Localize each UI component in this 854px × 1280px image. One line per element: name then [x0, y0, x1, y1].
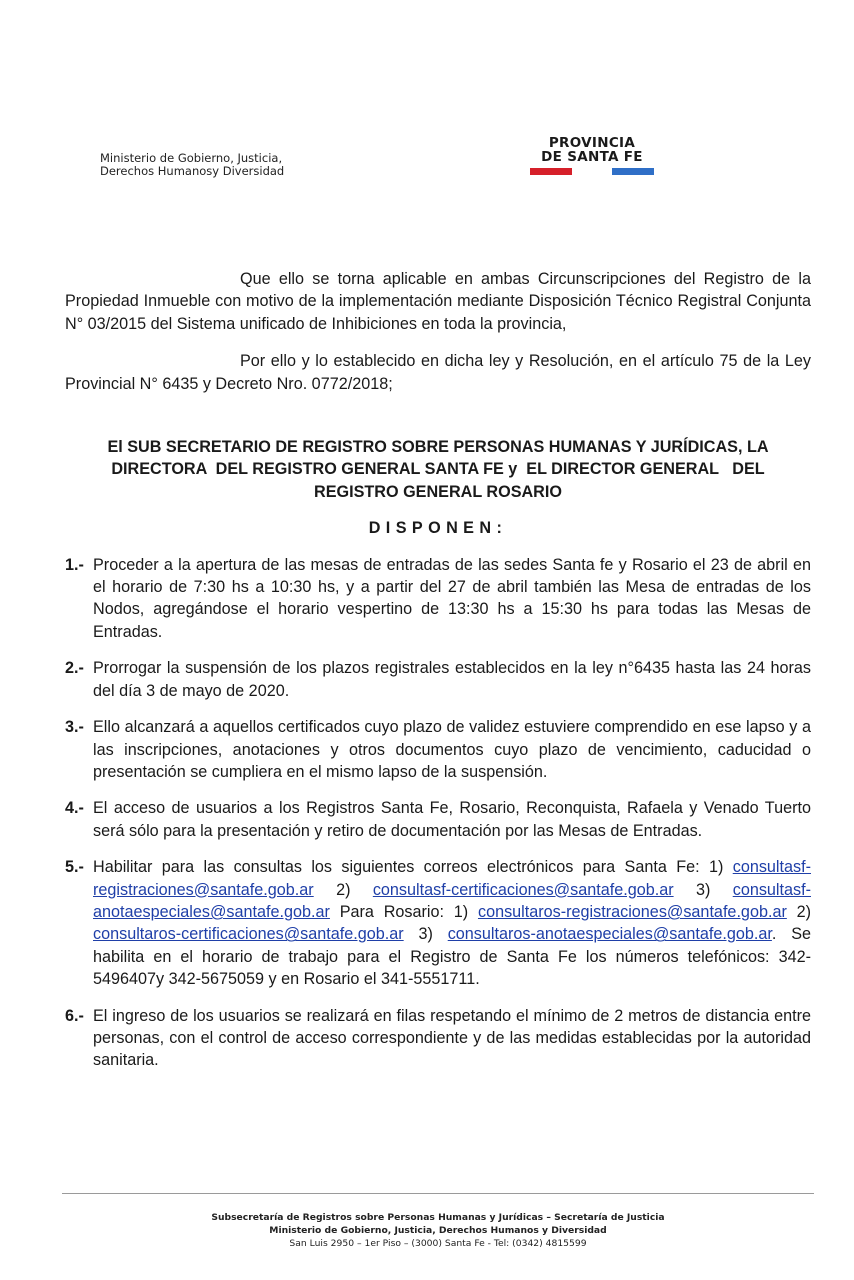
email-link-ros-registraciones[interactable]: consultaros-registraciones@santafe.gob.ar: [477, 902, 787, 921]
email-link-sf-anotaespeciales[interactable]: consultasf-anotaespeciales@santafe.gob.ar: [93, 880, 811, 921]
resolution-heading: [65, 436, 811, 503]
province-logo: [530, 136, 654, 175]
heading-line-3: REGISTRO GENERAL ROSARIO: [314, 482, 562, 501]
item-text: Prorrogar la suspensión de los plazos registrales establecidos en la ley n°6435 hasta las 24 horas del día 3 de mayo de 2020.: [93, 659, 811, 700]
page-footer: [62, 1211, 814, 1250]
email-link-sf-certificaciones[interactable]: consultasf-certificaciones@santafe.gob.ar: [372, 880, 674, 899]
email-link-ros-certificaciones[interactable]: consultaros-certificaciones@santafe.gob.ar: [93, 925, 404, 944]
intro-paragraph-1: Que ello se torna aplicable en ambas Circunscripciones del Registro de la Propiedad Inmueble con motivo de la implementación mediante Disposición Técnico Registral Conjunta N° 03/2015 del Sistema unificado de Inhibiciones en toda la provincia,: [65, 270, 811, 333]
list-item: [65, 1005, 811, 1072]
footer-line-2: Ministerio de Gobierno, Justicia, Derechos Humanos y Diversidad: [269, 1225, 607, 1236]
item-number: 3.-: [65, 718, 84, 737]
item-text: Proceder a la apertura de las mesas de entradas de las sedes Santa fe y Rosario el 23 de abril en el horario de 7:30 hs a 10:30 hs, y a partir del 27 de abril también las Mesa de entradas de los Nodos, agregándose el horario vespertino de 13:30 hs a 15:30 hs para todas las Mesas de Entradas.: [93, 555, 811, 641]
list-item: [65, 554, 811, 644]
item-text-part: 3): [418, 925, 433, 944]
item-text: [65, 856, 811, 990]
item-number: 1.-: [65, 555, 84, 574]
email-link-ros-anotaespeciales[interactable]: consultaros-anotaespeciales@santafe.gob.ar: [447, 925, 772, 944]
ministry-line-2: Derechos Humanosy Diversidad: [100, 164, 285, 178]
list-item: [65, 657, 811, 702]
logo-blue-bar: [612, 168, 654, 175]
list-item: [65, 797, 811, 842]
item-text: Ello alcanzará a aquellos certificados cuyo plazo de validez estuviere comprendido en ese lapso y a las inscripciones, anotaciones y otros documentos cuyo plazo de vencimiento, caducidad o presentación se cumpliera en el mismo lapso de la suspensión.: [93, 718, 811, 781]
item-text-part: 2): [796, 902, 812, 921]
intro-paragraph-2: Por ello y lo establecido en dicha ley y Resolución, en el artículo 75 de la Ley Provincial N° 6435 y Decreto Nro. 0772/2018;: [65, 352, 811, 393]
item-text: El ingreso de los usuarios se realizará en filas respetando el mínimo de 2 metros de distancia entre personas, con el control de acceso correspondiente y de las medidas establecidas por la autoridad sanitaria.: [93, 1006, 811, 1070]
footer-divider: [62, 1193, 814, 1194]
disponen-title: DISPONEN:: [368, 519, 508, 538]
ministry-name: [100, 152, 340, 178]
item-text-part: Para Rosario: 1): [339, 902, 469, 921]
logo-color-bars: [530, 168, 654, 175]
item-number: 5.-: [65, 858, 84, 877]
logo-line-1: PROVINCIA: [548, 135, 636, 151]
logo-red-bar: [530, 168, 572, 175]
list-item: [65, 856, 811, 990]
footer-line-1: Subsecretaría de Registros sobre Personas Humanas y Jurídicas – Secretaría de Justicia: [211, 1212, 665, 1223]
heading-line-1: El SUB SECRETARIO DE REGISTRO SOBRE PERSONAS HUMANAS Y JURÍDICAS, LA: [107, 438, 769, 457]
item-text: El acceso de usuarios a los Registros Santa Fe, Rosario, Reconquista, Rafaela y Venado Tuerto será sólo para la presentación y retiro de documentación por las Mesas de Entradas.: [93, 799, 811, 840]
item-text-part: Habilitar para las consultas los siguientes correos electrónicos para Santa Fe: 1): [93, 858, 724, 877]
item-text-part: . Se habilita en el horario de trabajo para el Registro de Santa Fe los números telefónicos: 342-5496407y 342-5675059 y en Rosario el 341-5551711.: [93, 925, 812, 989]
list-item: [65, 716, 811, 783]
heading-line-2: DIRECTORA DEL REGISTRO GENERAL SANTA FE y EL DIRECTOR GENERAL DEL: [111, 460, 765, 479]
logo-line-2: DE SANTA FE: [541, 149, 643, 165]
footer-line-3: San Luis 2950 – 1er Piso – (3000) Santa Fe - Tel: (0342) 4815599: [289, 1238, 587, 1249]
item-text-part: 3): [695, 880, 711, 899]
email-link-sf-registraciones[interactable]: consultasf-registraciones@santafe.gob.ar: [93, 858, 811, 899]
item-number: 2.-: [65, 659, 84, 678]
item-text-part: 2): [336, 880, 351, 899]
ministry-line-1: Ministerio de Gobierno, Justicia,: [100, 151, 283, 165]
document-body: [65, 268, 811, 1086]
item-number: 6.-: [65, 1006, 84, 1025]
item-number: 4.-: [65, 799, 84, 818]
